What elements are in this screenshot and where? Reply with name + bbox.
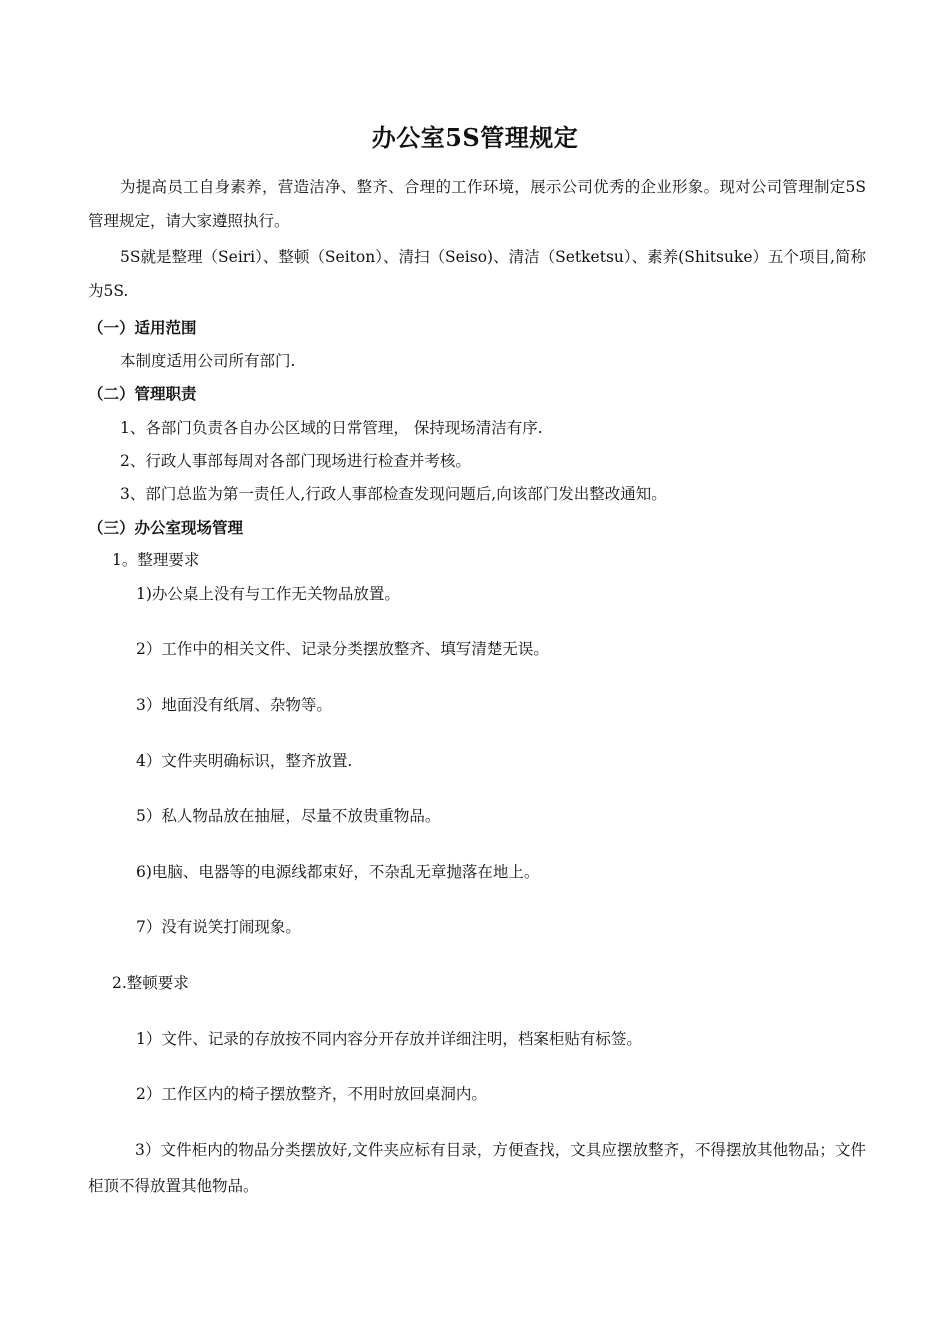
sort-item: 5）私人物品放在抽屉，尽量不放贵重物品。 bbox=[136, 807, 441, 825]
set-in-order-item: 2）工作区内的椅子摆放整齐，不用时放回桌洞内。 bbox=[136, 1085, 487, 1103]
section-heading-scope: （一）适用范围 bbox=[88, 318, 197, 337]
set-in-order-item: 1）文件、记录的存放按不同内容分开存放并详细注明，档案柜贴有标签。 bbox=[136, 1030, 642, 1048]
sort-item: 3）地面没有纸屑、杂物等。 bbox=[136, 696, 332, 714]
sort-item: 1)办公桌上没有与工作无关物品放置。 bbox=[136, 585, 400, 603]
intro-paragraph-2: 5S就是整理（Seiri）、整顿（Seiton）、清扫（Seiso)、清洁（Setketsu）、素养(Shitsuke）五个项目,简称为5S. bbox=[88, 248, 866, 300]
section-heading-office-management: （三）办公室现场管理 bbox=[88, 518, 244, 537]
subsection-heading-sort: 1。整理要求 bbox=[112, 551, 200, 569]
responsibility-item: 2、行政人事部每周对各部门现场进行检查并考核。 bbox=[120, 452, 471, 470]
intro-paragraph-1: 为提高员工自身素养，营造洁净、整齐、合理的工作环境，展示公司优秀的企业形象。现对公司管理制定5S管理规定，请大家遵照执行。 bbox=[88, 178, 866, 230]
subsection-heading-set-in-order: 2.整顿要求 bbox=[112, 974, 189, 992]
set-in-order-item: 3）文件柜内的物品分类摆放好,文件夹应标有目录，方便查找，文具应摆放整齐，不得摆放其他物品；文件柜顶不得放置其他物品。 bbox=[88, 1141, 866, 1195]
scope-body: 本制度适用公司所有部门. bbox=[120, 352, 296, 370]
responsibility-item: 3、部门总监为第一责任人,行政人事部检查发现问题后,向该部门发出整改通知。 bbox=[120, 485, 667, 503]
section-heading-responsibilities: （二）管理职责 bbox=[88, 384, 197, 403]
page-title: 办公室5S管理规定 bbox=[371, 123, 579, 152]
sort-item: 7）没有说笑打闹现象。 bbox=[136, 918, 301, 936]
sort-item: 4）文件夹明确标识，整齐放置. bbox=[136, 752, 353, 770]
sort-item: 2）工作中的相关文件、记录分类摆放整齐、填写清楚无误。 bbox=[136, 640, 549, 658]
responsibility-item: 1、各部门负责各自办公区域的日常管理， 保持现场清洁有序. bbox=[120, 419, 543, 437]
sort-item: 6)电脑、电器等的电源线都束好，不杂乱无章抛落在地上。 bbox=[136, 863, 540, 881]
